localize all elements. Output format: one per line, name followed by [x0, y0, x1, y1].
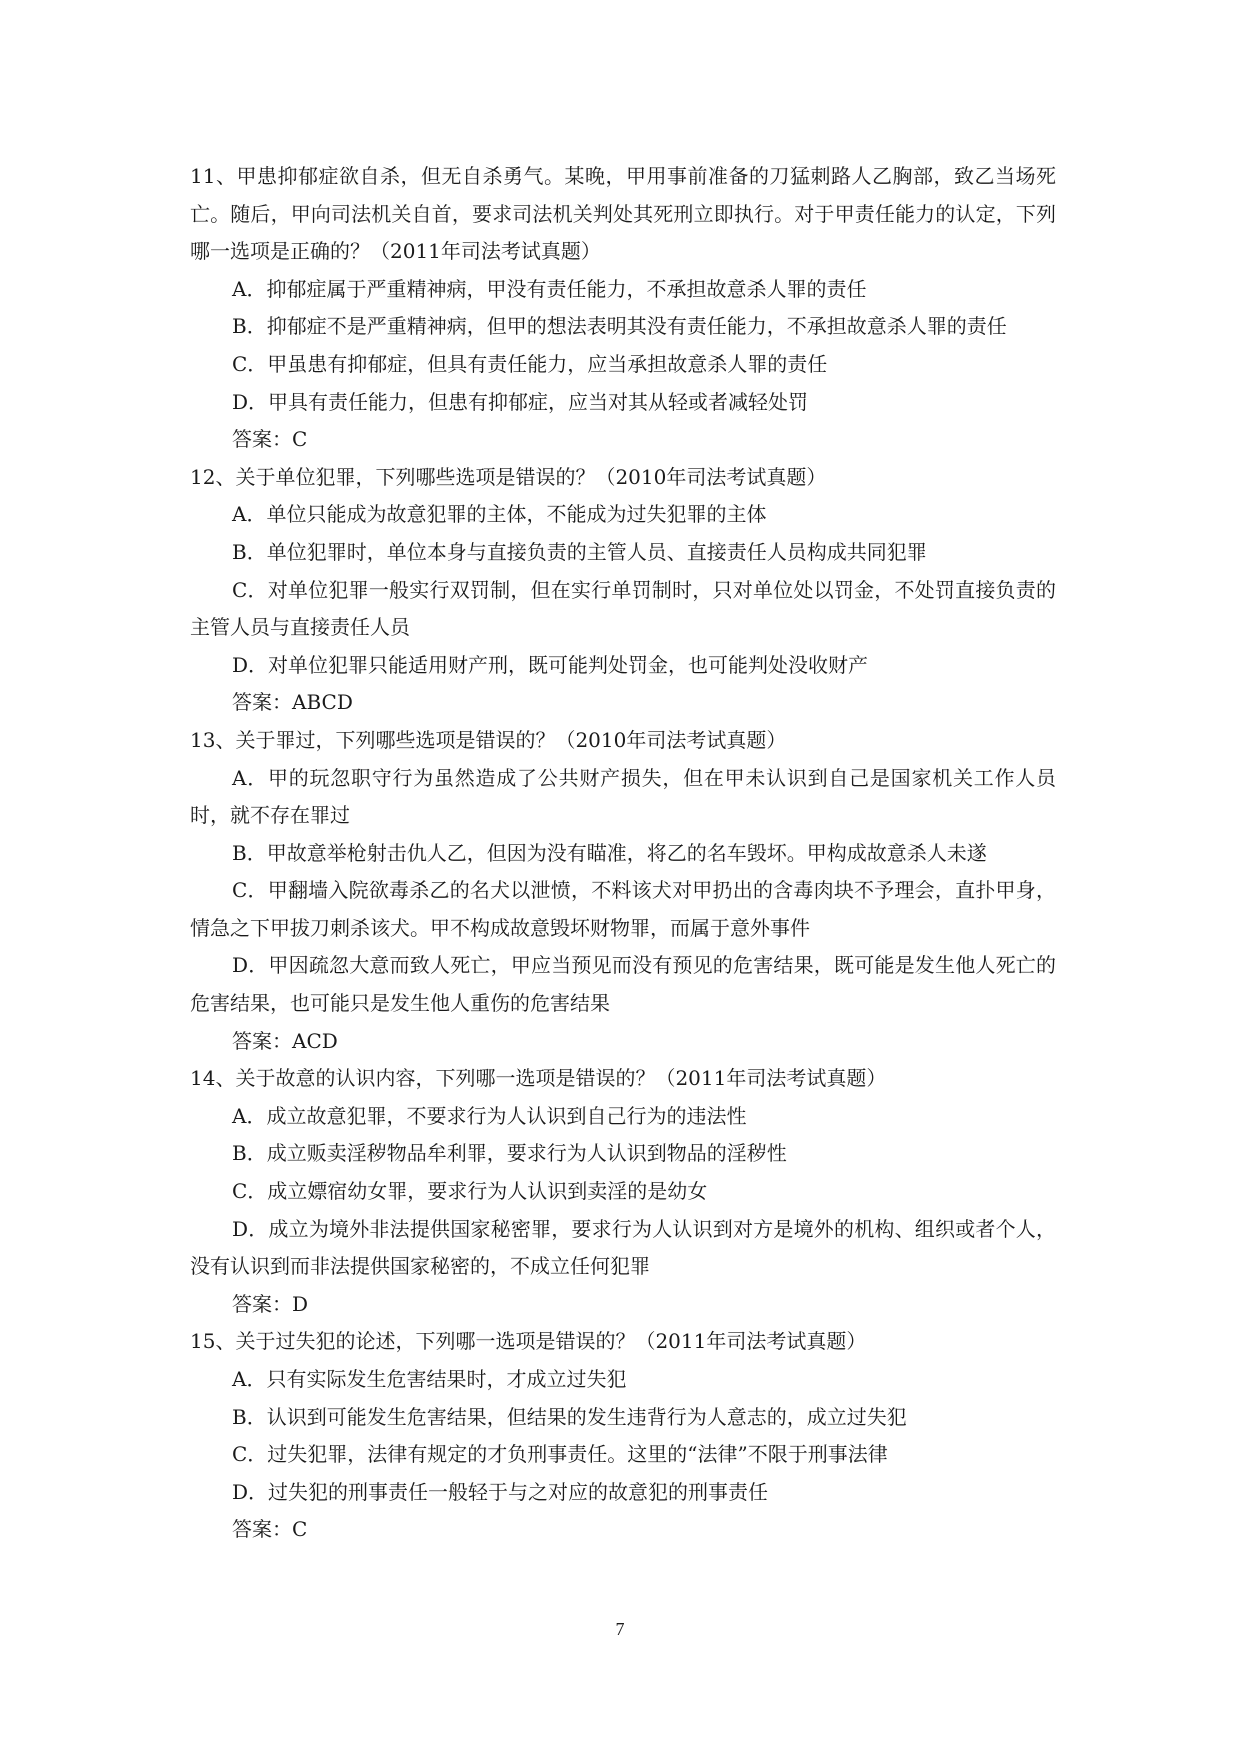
question-15-stem: 15、关于过失犯的论述，下列哪一选项是错误的？（2011年司法考试真题）	[190, 1329, 867, 1354]
question-15-option-d: D．过失犯的刑事责任一般轻于与之对应的故意犯的刑事责任	[232, 1479, 769, 1504]
page-number: 7	[615, 1619, 625, 1639]
question-13-stem: 13、关于罪过，下列哪些选项是错误的？（2010年司法考试真题）	[190, 727, 787, 752]
question-11-option-b: B．抑郁症不是严重精神病，但甲的想法表明其没有责任能力，不承担故意杀人罪的责任	[232, 314, 1007, 339]
question-12-stem: 12、关于单位犯罪，下列哪些选项是错误的？（2010年司法考试真题）	[190, 464, 827, 489]
question-12-answer: 答案：ABCD	[232, 690, 353, 715]
question-14-option-b: B．成立贩卖淫秽物品牟利罪，要求行为人认识到物品的淫秽性	[232, 1141, 787, 1166]
question-14-option-a: A．成立故意犯罪，不要求行为人认识到自己行为的违法性	[232, 1103, 747, 1128]
question-13-option-d: D．甲因疏忽大意而致人死亡，甲应当预见而没有预见的危害结果，既可能是发生他人死亡的危害结果，也可能只是发生他人重伤的危害结果	[190, 953, 1056, 1016]
question-13-option-b: B．甲故意举枪射击仇人乙，但因为没有瞄准，将乙的名车毁坏。甲构成故意杀人未遂	[232, 840, 987, 865]
question-13-option-a: A．甲的玩忽职守行为虽然造成了公共财产损失，但在甲未认识到自己是国家机关工作人员时，就不存在罪过	[190, 765, 1056, 828]
question-15-option-a: A．只有实际发生危害结果时，才成立过失犯	[232, 1367, 627, 1391]
question-list	[190, 158, 1056, 1549]
question-12-option-b: B．单位犯罪时，单位本身与直接负责的主管人员、直接责任人员构成共同犯罪	[232, 539, 927, 564]
question-14-answer: 答案：D	[232, 1291, 309, 1316]
question-14-option-d: D．成立为境外非法提供国家秘密罪，要求行为人认识到对方是境外的机构、组织或者个人，没有认识到而非法提供国家秘密的，不成立任何犯罪	[190, 1216, 1056, 1279]
question-11-option-c: C．甲虽患有抑郁症，但具有责任能力，应当承担故意杀人罪的责任	[232, 351, 828, 376]
question-12-option-a: A．单位只能成为故意犯罪的主体，不能成为过失犯罪的主体	[232, 502, 767, 527]
question-15-option-b: B．认识到可能发生危害结果，但结果的发生违背行为人意志的，成立过失犯	[232, 1404, 907, 1429]
question-11-option-d: D．甲具有责任能力，但患有抑郁症，应当对其从轻或者减轻处罚	[232, 389, 809, 414]
question-15-option-c: C．过失犯罪，法律有规定的才负刑事责任。这里的“法律”不限于刑事法律	[232, 1442, 888, 1467]
question-11-answer: 答案：C	[232, 427, 308, 452]
question-14-stem: 14、关于故意的认识内容，下列哪一选项是错误的？（2011年司法考试真题）	[190, 1066, 887, 1091]
question-12-option-d: D．对单位犯罪只能适用财产刑，既可能判处罚金，也可能判处没收财产	[232, 652, 869, 677]
question-11-option-a: A．抑郁症属于严重精神病，甲没有责任能力，不承担故意杀人罪的责任	[232, 276, 867, 301]
question-11-stem: 11、甲患抑郁症欲自杀，但无自杀勇气。某晚，甲用事前准备的刀猛刺路人乙胸部，致乙当场死亡。随后，甲向司法机关自首，要求司法机关判处其死刑立即执行。对于甲责任能力的认定，下列哪一选项是正确的？（2011年司法考试真题）	[190, 164, 1056, 264]
question-13-option-c: C．甲翻墙入院欲毒杀乙的名犬以泄愤，不料该犬对甲扔出的含毒肉块不予理会，直扑甲身，情急之下甲拔刀刺杀该犬。甲不构成故意毁坏财物罪，而属于意外事件	[190, 878, 1056, 940]
question-15-answer: 答案：C	[232, 1517, 308, 1542]
question-12-option-c: C．对单位犯罪一般实行双罚制，但在实行单罚制时，只对单位处以罚金，不处罚直接负责的主管人员与直接责任人员	[190, 577, 1056, 640]
question-14-option-c: C．成立嫖宿幼女罪，要求行为人认识到卖淫的是幼女	[232, 1179, 708, 1204]
question-13-answer: 答案：ACD	[232, 1028, 338, 1053]
